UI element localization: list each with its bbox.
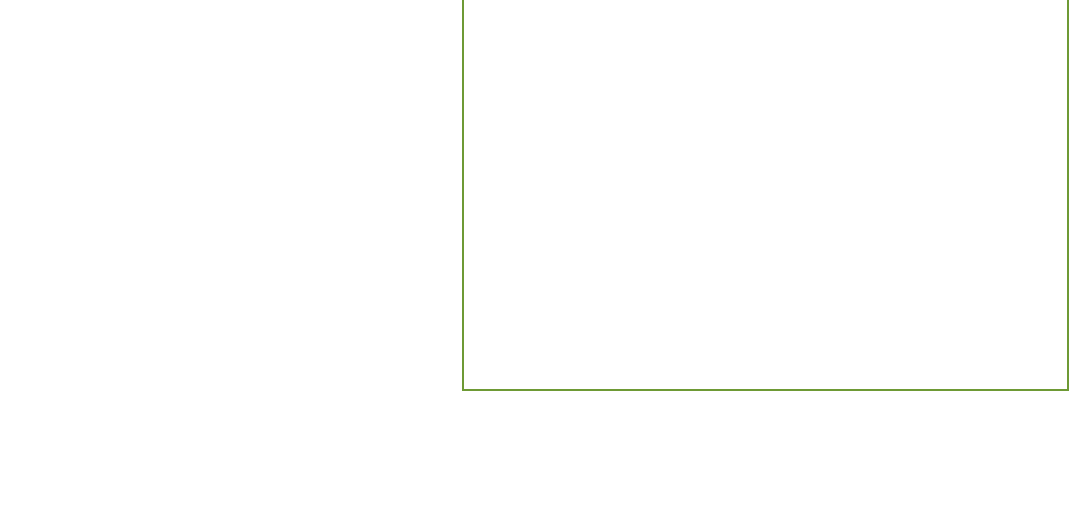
- section-body: [464, 0, 1067, 4]
- table-3-caption: [8, 398, 448, 415]
- table-4: [462, 0, 1069, 391]
